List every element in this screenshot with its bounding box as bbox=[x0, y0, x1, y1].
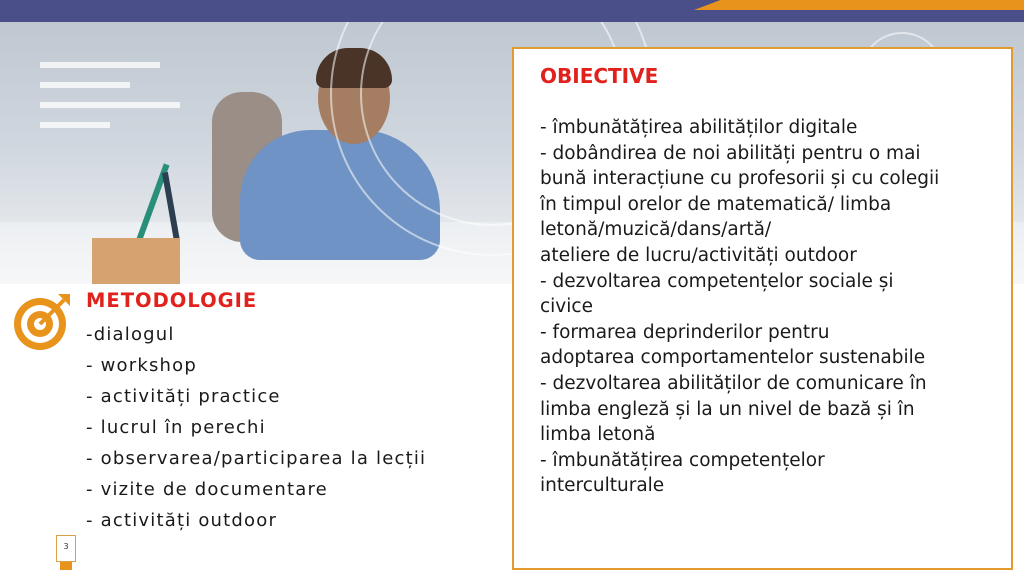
objective-line: letonă/muzică/dans/artă/ bbox=[540, 219, 772, 241]
methodology-item: -dialogul bbox=[86, 324, 175, 345]
methodology-item: - activități outdoor bbox=[86, 510, 278, 531]
methodology-item: - workshop bbox=[86, 355, 197, 376]
objective-line: - dobândirea de noi abilități pentru o mai bbox=[540, 142, 921, 164]
top-bar-accent bbox=[694, 0, 1024, 10]
methodology-item: - observarea/participarea la lecții bbox=[86, 448, 427, 469]
objective-line: - îmbunătățirea competențelor bbox=[540, 449, 825, 471]
objectives-title: OBIECTIVE bbox=[540, 64, 659, 88]
objectives-list bbox=[540, 115, 1011, 499]
objective-line: interculturale bbox=[540, 475, 665, 497]
objective-line: - îmbunătățirea abilităților digitale bbox=[540, 117, 858, 138]
methodology-item: - lucrul în perechi bbox=[86, 417, 266, 438]
target-arrow-icon bbox=[12, 290, 74, 352]
methodology-title: METODOLOGIE bbox=[86, 289, 258, 312]
objective-line: limba letonă bbox=[540, 424, 656, 446]
objective-line: în timpul orelor de matematică/ limba bbox=[540, 193, 892, 215]
objective-line: adoptarea comportamentelor sustenabile bbox=[540, 347, 926, 369]
objective-line: limba engleză și la un nivel de bază și în bbox=[540, 398, 915, 420]
objective-line: ateliere de lucru/activități outdoor bbox=[540, 244, 857, 266]
objective-line: - dezvoltarea abilităților de comunicare în bbox=[540, 372, 927, 394]
methodology-item: - activități practice bbox=[86, 386, 281, 407]
methodology-list bbox=[86, 319, 426, 536]
methodology-item: - vizite de documentare bbox=[86, 479, 328, 500]
objectives-panel bbox=[512, 47, 1013, 570]
objective-line: civice bbox=[540, 296, 593, 318]
objective-line: bună interacțiune cu profesorii și cu colegii bbox=[540, 168, 940, 190]
objective-line: - formarea deprinderilor pentru bbox=[540, 321, 830, 343]
objective-line: - dezvoltarea competențelor sociale și bbox=[540, 270, 894, 292]
page-number: 3 bbox=[56, 535, 76, 562]
page-number-accent bbox=[60, 562, 72, 570]
